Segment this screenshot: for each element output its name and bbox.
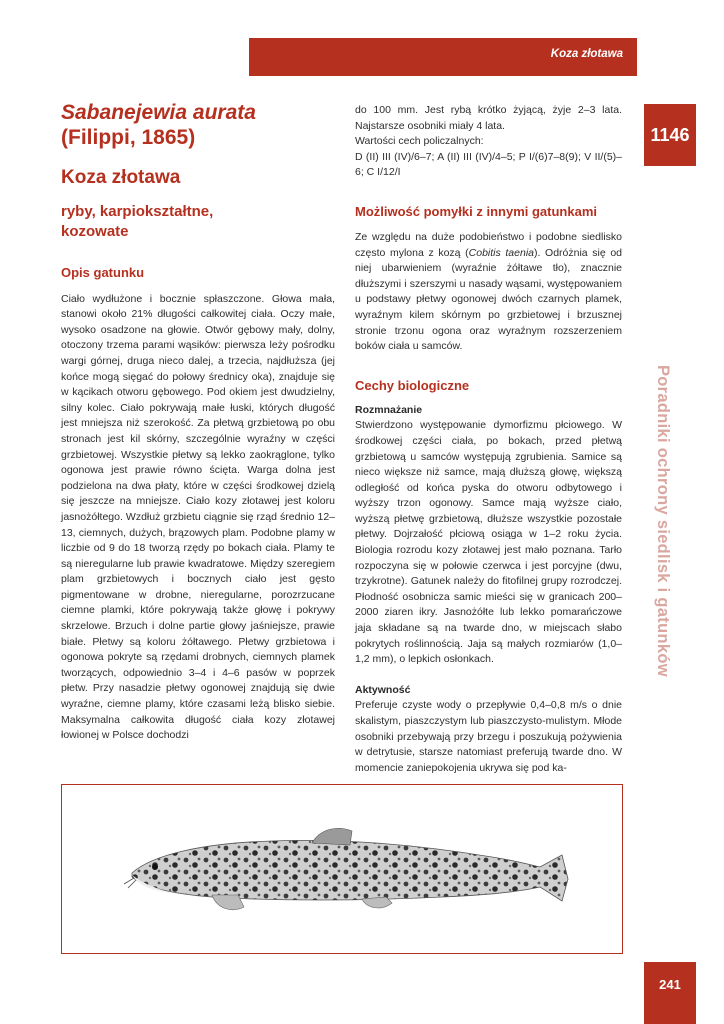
fish-illustration (62, 785, 622, 953)
left-column (61, 100, 335, 744)
subheading-rozmnazanie: Rozmnażanie (355, 403, 423, 416)
fish-figure (61, 784, 623, 954)
species-cobitis: Cobitis taenia (468, 246, 534, 259)
page-number-tab (644, 962, 696, 1024)
species-common-name: Koza złotawa (61, 167, 181, 188)
subheading-aktywnosc: Aktywność (355, 683, 411, 696)
species-latin-name (61, 100, 335, 150)
author-citation: (Filippi, 1865) (61, 126, 196, 149)
rozmnazanie-text: Stwierdzono występowanie dymorfizmu płciowego. W środkowej części ciała, po bokach, przed płetwą grzbietową u samców występują zgrubienia. Samice są nieco większe niż samce, mają dłuższą głowę, większą odległość od końca pyska do otworu odbytowego i wyższy trzon ogonowy. Samce mają wyższe ciało, wyższą płetwę grzbietową, dłuższe wszystkie pozostałe płetwy. Dojrzałość płciową osiąga w 1–2 roku życia. Biologia rozrodu kozy złotawej jest mało poznana. Tarło rozpoczyna się w połowie czerwca i jest porcyjne (dwu, trzykrotne). Gatunek należy do fitofilnej grupy rozrodczej. Płodność osobnicza samic mieści się w granicach 200–2000 ziaren ikry. Jasnożółte lub lekko pomarańczowe jaja składane są na twarde dno, w miejscach słabo pokrytych roślinnością. Jaja są małych rozmiarów (1,0–1,2 mm), o lepkich osłonkach. (355, 419, 622, 666)
side-series-title (653, 365, 675, 785)
pomylki-text (355, 230, 622, 355)
right-column (355, 103, 622, 776)
species-number: 1146 (650, 125, 690, 145)
classification: ryby, karpiokształtne, kozowate (61, 202, 214, 240)
series-title-text: Poradniki ochrony siedlisk i gatunków (654, 365, 672, 677)
opis-text: Ciało wydłużone i bocznie spłaszczone. Głowa mała, stanowi około 21% długości całkowitej ciała. Oczy małe, wysoko osadzone na głowie. Otwór gębowy mały, dolny, otoczony trzema parami wąsików: pierwsza leży pośrodku wargi górnej, druga nieco dalej, a trzecia, najdłuższa (jej końce mogą sięgać do połowy średnicy oka), znajduje się w kącikach otworu gębowego. Pod okiem jest dwudzielny, silny kolec. Ciało pokrywają małe łuski, których długość jest mniejsza niż szerokość. Za płetwą grzbietową po obu stronach jest kil skórny, szczególnie wyraźny w części grzbietowej. Wszystkie płetwy są lekko zaokrąglone, tylko ogonowa jest prawie równo ścięta. Warga dolna jest podzielona na dwa płaty, które w części środkowej dzielą się jeszcze na mniejsze. Ciało kozy złotawej jest koloru jasnożółtego. Wzdłuż grzbietu ciągnie się rząd średnio 12–13, ciemnych, dużych, brązowych plam. Podobne plamy w liczbie od 9 do 18 tworzą rzędy po bokach ciała. Plamy te są nieregularne lub prawie kwadratowe. Między szeregiem plam grzbietowych i bocznych ciało jest gęsto pigmentowane w drobne, nieregularne, porozrzucane ciemne plamki, które pokrywają także głowę i pokrywy skrzelowe. Brzuch i dolne partie głowy jaśniejsze, prawie białe. Płetwy są koloru żółtawego. Płetwy grzbietowa i ogonowa pokryte są rzędami drobnych, ciemnych plamek tworzących, odpowiednio 3–4 i 4–6 pasów w poprzek płetw. Przy nasadzie płetwy ogonowej znajdują się dwie wyraźne, ciemne plamy, które czasami leżą blisko siebie. Maksymalna całkowita długość ciała kozy złotawej łowionej w Polsce dochodzi (61, 292, 335, 742)
continuation-text: do 100 mm. Jest rybą krótko żyjącą, żyje 2–3 lata. Najstarsze osobniki miały 4 lata. (355, 104, 622, 132)
pomylki-text-b: ). Odróżnia się od niej ubarwieniem (wyraźnie żółtawe tło), znacznie dłuższymi i szerszymi u nasady wąsami, występowaniem u podstawy płetwy ogonowej dwóch czarnych plamek, wyraźnym kilem skórnym po grzbietowej i brzusznej stronie trzonu ogona oraz wyraźnym rozszerzeniem boków ciała u samców. (355, 246, 623, 353)
section-heading-opis: Opis gatunku (61, 264, 145, 280)
page-number: 241 (659, 977, 681, 992)
meristic-intro: Wartości cech policzalnych: (355, 135, 484, 148)
header-bar (249, 38, 637, 76)
page-tab (644, 104, 696, 166)
aktywnosc-text: Preferuje czyste wody o przepływie 0,4–0,8 m/s o dnie skalistym, piaszczystym lub piaszczysto-mulistym. Młode osobniki przebywają przy brzegu i poszukują pożywienia w detrytusie, starsze natomiast preferują twarde dno. W momencie zaniepokojenia ukrywa się pod ka- (355, 699, 622, 774)
pomylki-text-a: Ze względu na duże podobieństwo i podobne siedlisko często mylona z kozą ( (355, 230, 622, 259)
section-heading-pomylki: Możliwość pomyłki z innymi gatunkami (355, 203, 597, 219)
latin-name: Sabanejewia aurata (61, 101, 256, 124)
running-title: Koza złotawa (550, 48, 623, 60)
meristic-values: D (II) III (IV)/6–7; A (II) III (IV)/4–5; P I/(6)7–8(9); V II/(5)–6; C I/12/I (355, 150, 622, 179)
section-heading-cechy: Cechy biologiczne (355, 377, 470, 393)
